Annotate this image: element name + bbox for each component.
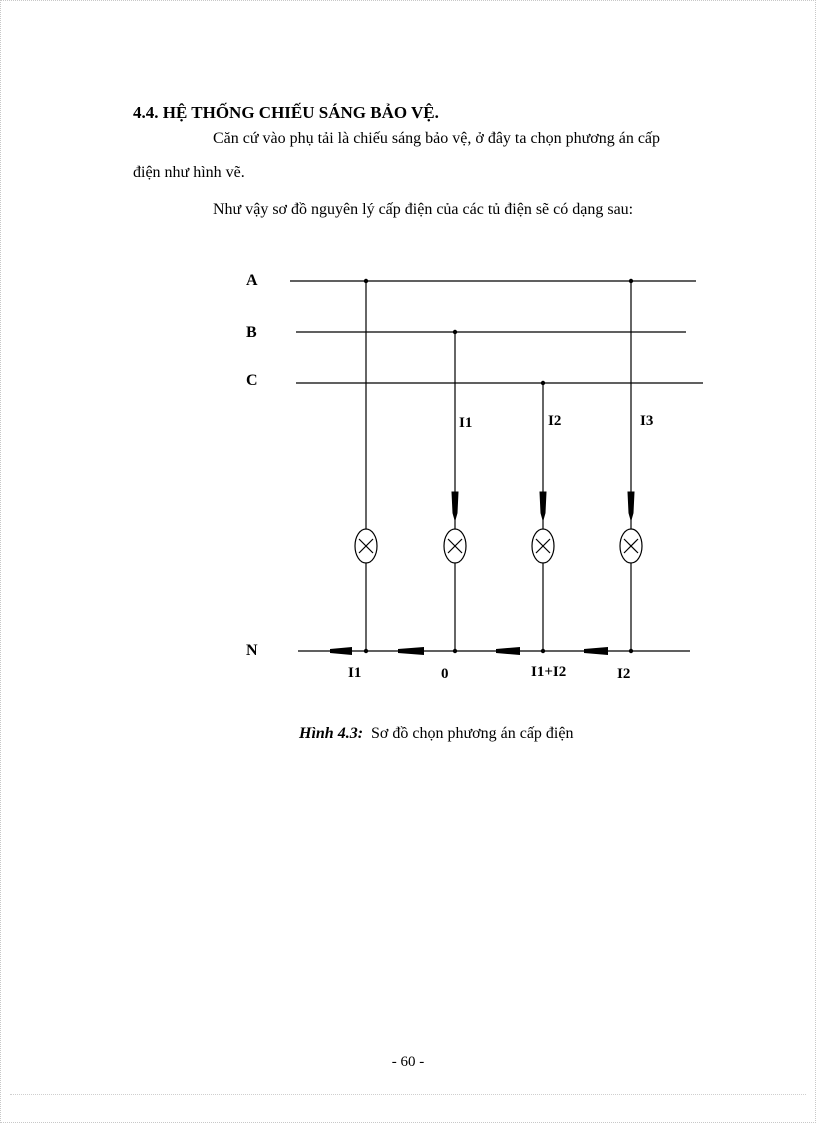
neutral-label-zero: 0: [441, 666, 449, 682]
arrow-left-icon: [584, 647, 608, 655]
junction-dot: [364, 279, 368, 283]
section-heading: 4.4. HỆ THỐNG CHIẾU SÁNG BẢO VỆ.: [133, 103, 439, 122]
branch-label-i2: I2: [548, 413, 562, 429]
lamp-icon: [444, 529, 466, 563]
figure-caption: [299, 725, 573, 743]
arrow-left-icon: [496, 647, 520, 655]
page-number: - 60 -: [391, 1054, 425, 1070]
neutral-label-i1: I1: [348, 665, 362, 681]
arrow-down-icon: [540, 492, 546, 520]
branch-label-i3: I3: [640, 413, 654, 429]
bus-label-b: B: [246, 324, 257, 341]
figure-caption-label: Hình 4.3:: [299, 725, 364, 742]
arrow-left-icon: [398, 647, 424, 655]
paragraph-2: Như vậy sơ đồ nguyên lý cấp điện của các tủ điện sẽ có dạng sau:: [213, 201, 634, 218]
junction-dot: [629, 649, 633, 653]
junction-dot: [453, 330, 457, 334]
bus-label-c: C: [246, 372, 258, 389]
arrow-left-icon: [330, 647, 352, 655]
arrow-down-icon: [628, 492, 634, 520]
lamp-icon: [355, 529, 377, 563]
bottom-divider: [10, 1094, 806, 1095]
bus-label-a: A: [246, 272, 258, 289]
lamp-icon: [532, 529, 554, 563]
junction-dot: [629, 279, 633, 283]
neutral-label-i2: I2: [617, 666, 631, 682]
junction-dot: [541, 649, 545, 653]
neutral-label-i1-plus-i2: I1+I2: [531, 664, 567, 680]
arrow-down-icon: [452, 492, 458, 520]
junction-dot: [453, 649, 457, 653]
paragraph-1-line-2: điện như hình vẽ.: [133, 164, 245, 181]
junction-dot: [364, 649, 368, 653]
bus-label-n: N: [246, 642, 258, 659]
junction-dot: [541, 381, 545, 385]
paragraph-1-line-1: Căn cứ vào phụ tải là chiếu sáng bảo vệ, ở đây ta chọn phương án cấp: [213, 130, 661, 147]
lamp-icon: [620, 529, 642, 563]
branch-label-i1: I1: [459, 415, 473, 431]
figure-caption-text: Sơ đồ chọn phương án cấp điện: [371, 725, 574, 742]
